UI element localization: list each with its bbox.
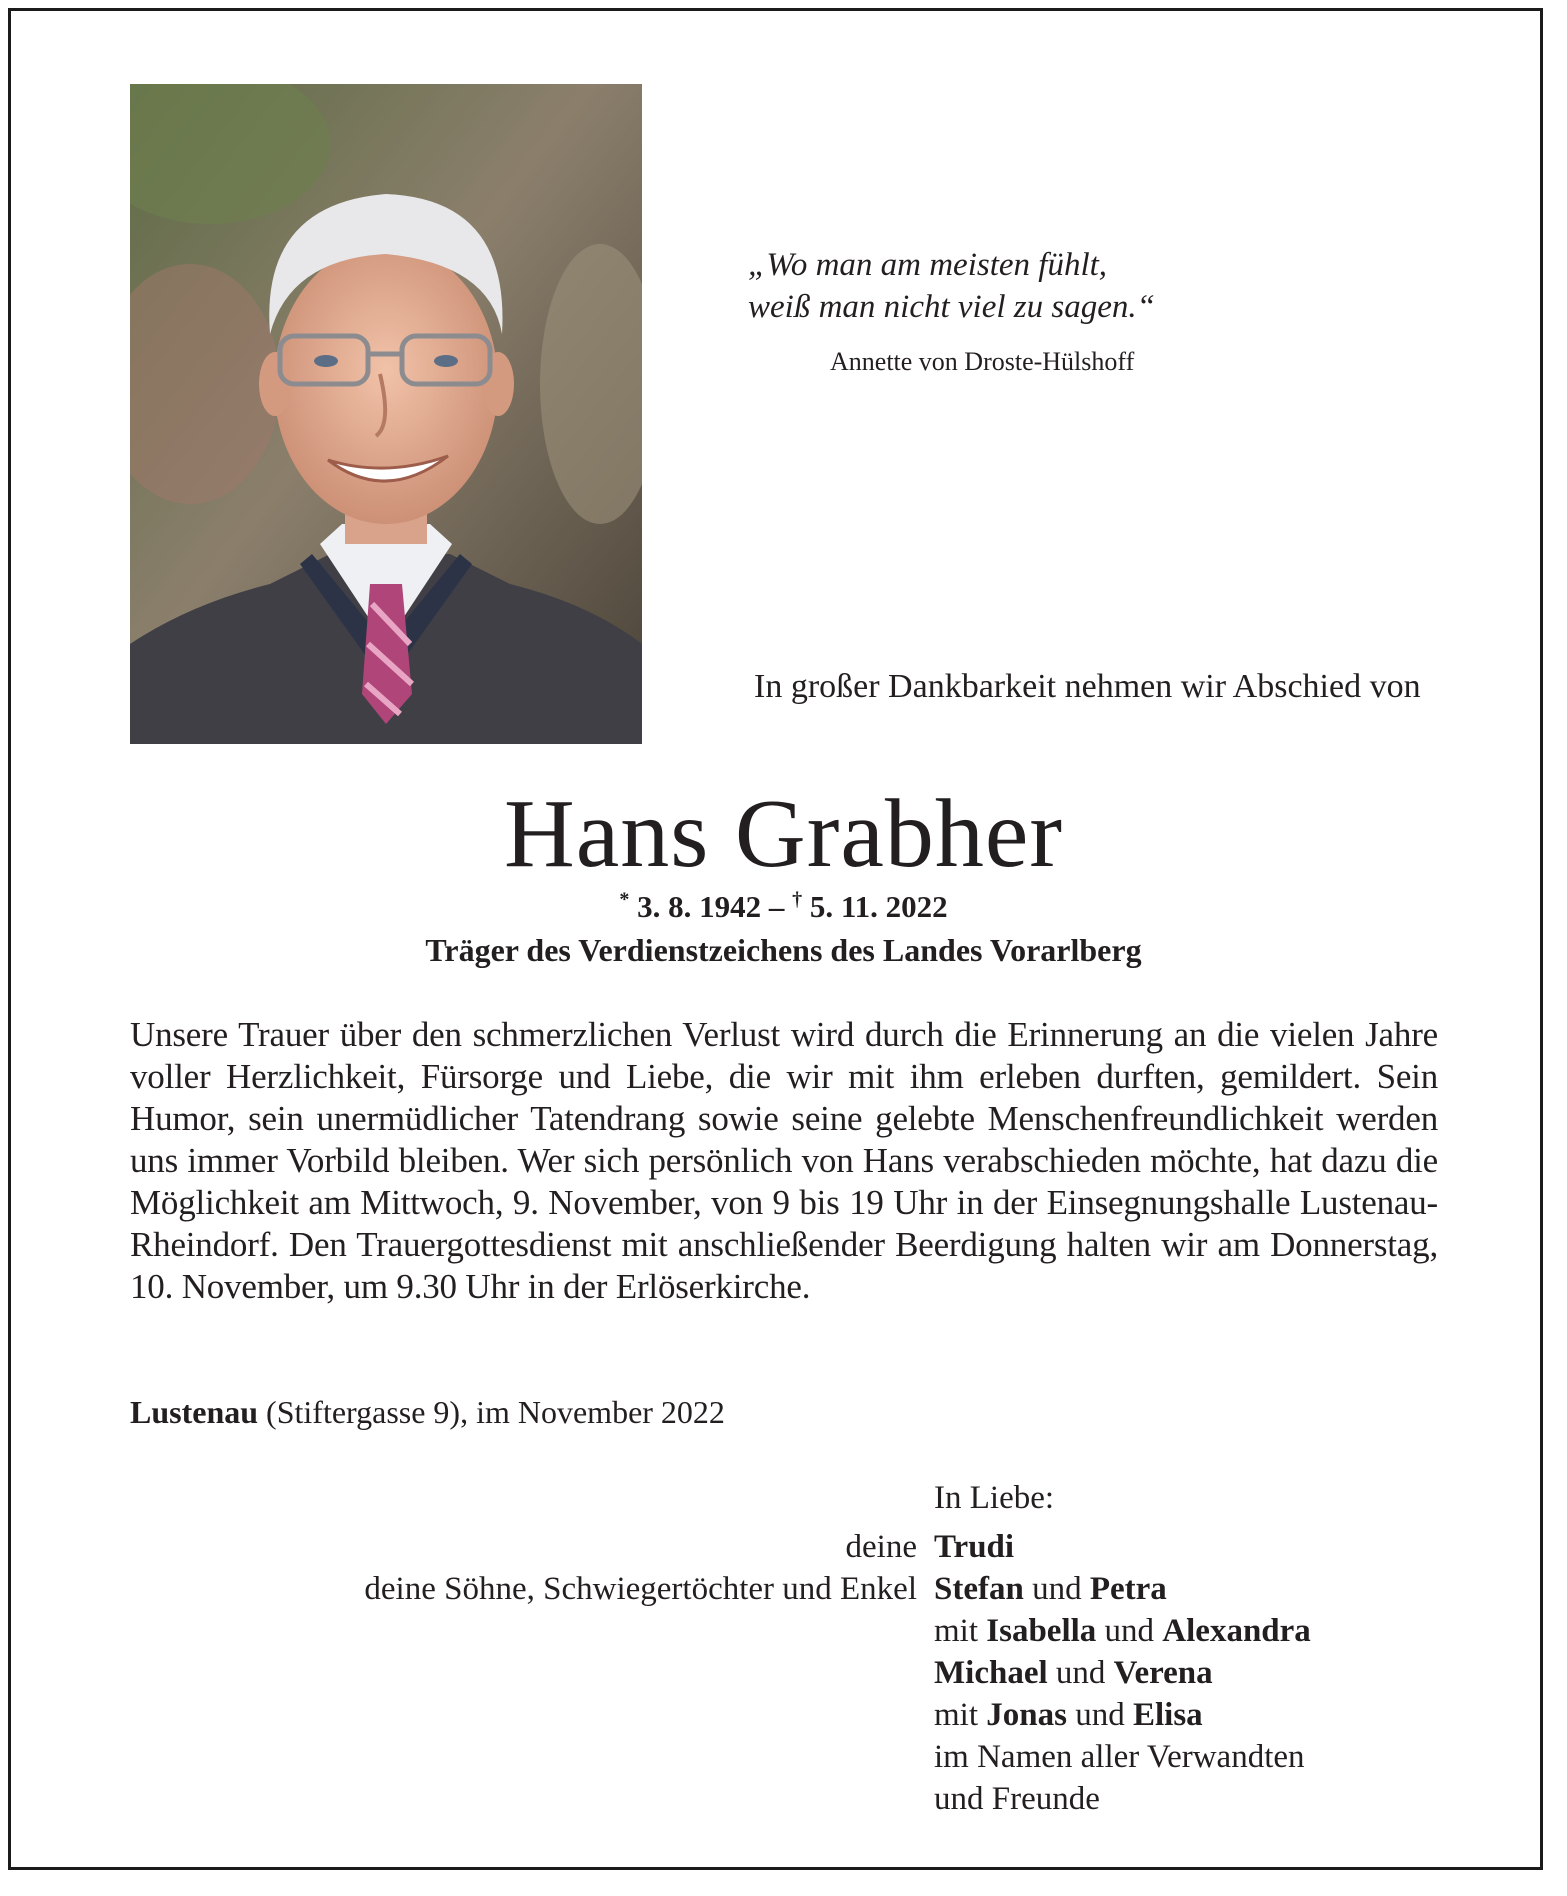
quote-line-1: „Wo man am meisten fühlt, [748, 247, 1108, 283]
honor-title: Träger des Verdienstzeichens des Landes Vorarlberg [425, 932, 1142, 968]
connector: und [1096, 1613, 1163, 1649]
relation-label-spouse: deine [845, 1529, 917, 1565]
mourner-names [934, 1526, 1311, 1820]
signature-label: In Liebe: [934, 1480, 1055, 1516]
mourner-family-1-kids [934, 1610, 1311, 1652]
connector: und [1047, 1655, 1114, 1691]
grandchild-name: Elisa [1132, 1697, 1203, 1733]
place-rest: (Stiftergasse 9), im November 2022 [258, 1394, 725, 1430]
spouse-name: Trudi [934, 1529, 1015, 1565]
birth-symbol: * [619, 888, 630, 911]
closing-line-1: im Namen aller Verwandten [934, 1739, 1305, 1775]
death-date: 5. 11. 2022 [809, 889, 948, 924]
grandchild-name: Isabella [986, 1613, 1097, 1649]
memorial-text: Unsere Trauer über den schmerzlichen Verlust wird durch die Erinnerung an die vielen Jahre voller Herzlichkeit, Fürsorge und Liebe, die wir mit ihm erleben durften, gemildert. Sein Humor, sein unermüdlicher Tatendrang sowie seine gelebte Menschenfreundlichkeit werden uns immer Vorbild bleiben. Wer sich persönlich von Hans verabschieden möchte, hat dazu die Möglichkeit am Mittwoch, 9. November, von 9 bis 19 Uhr in der Einsegnungshalle Lustenau-Rheindorf. Den Trauergottesdienst mit anschließender Beerdigung halten wir am Donnerstag, 10. November, um 9.30 Uhr in der Erlöserkirche. [130, 1015, 1438, 1306]
connector: und [1066, 1697, 1133, 1733]
grandchild-name: Alexandra [1162, 1613, 1311, 1649]
grandchild-name: Jonas [986, 1697, 1067, 1733]
son-name-1: Stefan [934, 1571, 1024, 1607]
quote-line-2: weiß man nicht viel zu sagen.“ [748, 289, 1155, 325]
portrait-photo [130, 84, 642, 744]
mourner-family-1 [934, 1568, 1311, 1610]
mourner-spouse [934, 1526, 1311, 1568]
closing-line-2: und Freunde [934, 1781, 1100, 1817]
connector: mit [934, 1697, 987, 1733]
place-city: Lustenau [130, 1394, 259, 1430]
connector: mit [934, 1613, 987, 1649]
birth-date: 3. 8. 1942 [637, 889, 762, 924]
date-separator: – [768, 889, 785, 924]
life-dates [0, 888, 1567, 926]
relation-label-children: deine Söhne, Schwiegertöchter und Enkel [364, 1571, 917, 1607]
death-symbol: † [792, 888, 803, 911]
memorial-quote [748, 244, 1248, 328]
mourner-family-2 [934, 1652, 1311, 1694]
quote-author: Annette von Droste-Hülshoff [830, 347, 1135, 376]
relation-labels [364, 1526, 917, 1610]
deceased-name: Hans Grabher [504, 780, 1063, 888]
partner-name-1: Petra [1089, 1571, 1167, 1607]
intro-text: In großer Dankbarkeit nehmen wir Abschied von [754, 668, 1421, 705]
son-name-2: Michael [934, 1655, 1048, 1691]
place-date-line [130, 1392, 725, 1432]
mourner-family-2-kids [934, 1694, 1311, 1736]
portrait-illustration [130, 84, 642, 744]
partner-name-2: Verena [1113, 1655, 1213, 1691]
connector: und [1023, 1571, 1090, 1607]
